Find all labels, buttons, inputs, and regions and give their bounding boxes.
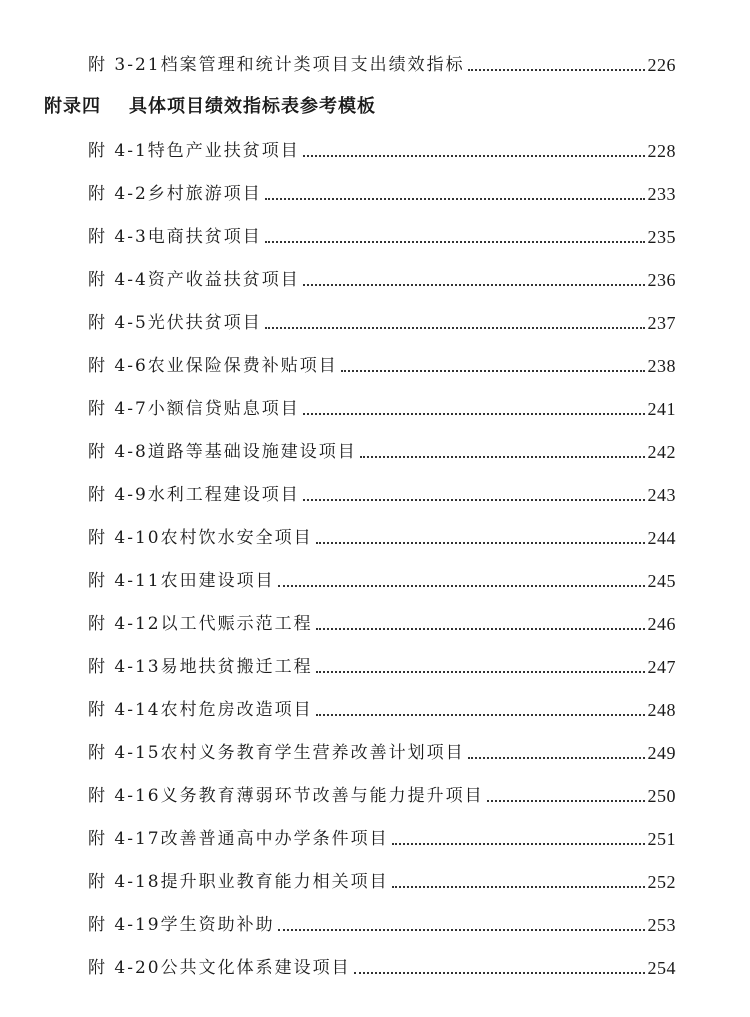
- toc-dot-leader: [354, 972, 645, 974]
- toc-entry[interactable]: [88, 820, 676, 850]
- toc-entry-page: 228: [647, 141, 676, 161]
- toc-entry-page: 242: [647, 442, 676, 462]
- toc-entry-3-21[interactable]: [88, 46, 676, 76]
- toc-dot-leader: [316, 542, 645, 544]
- toc-entry-number: 附 4-2: [88, 184, 148, 204]
- toc-dot-leader: [487, 800, 645, 802]
- toc-entry-title: 以工代赈示范工程: [160, 614, 313, 634]
- toc-entry[interactable]: [88, 218, 676, 248]
- toc-entry-number: 附 4-5: [88, 313, 148, 333]
- toc-entry-number: 附 4-1: [88, 141, 148, 161]
- toc-dot-leader: [265, 241, 645, 243]
- section-heading[interactable]: [44, 88, 376, 118]
- toc-entry-page: 235: [647, 227, 676, 247]
- toc-entry-page: 241: [647, 399, 676, 419]
- toc-entry-title: 学生资助补助: [160, 915, 275, 935]
- toc-dot-leader: [316, 671, 645, 673]
- toc-entry-title: 农村危房改造项目: [160, 700, 313, 720]
- toc-entry-title: 农田建设项目: [160, 571, 275, 591]
- toc-entry-title: 农村饮水安全项目: [160, 528, 313, 548]
- toc-dot-leader: [303, 155, 645, 157]
- toc-entry-number: 附 4-3: [88, 227, 148, 247]
- toc-entry-number: 附 4-16: [88, 786, 161, 806]
- toc-entry-title: 农业保险保费补贴项目: [147, 356, 338, 376]
- toc-entry-number: 附 4-6: [88, 356, 148, 376]
- toc-entry-page: 250: [647, 786, 676, 806]
- toc-entry-number: 附 4-9: [88, 485, 148, 505]
- toc-entry-number: 附 4-7: [88, 399, 148, 419]
- toc-entry-page: 253: [647, 915, 676, 935]
- toc-entry-page: 233: [647, 184, 676, 204]
- toc-dot-leader: [392, 886, 645, 888]
- toc-entry-page: 236: [647, 270, 676, 290]
- toc-dot-leader: [468, 69, 645, 71]
- toc-dot-leader: [303, 499, 645, 501]
- toc-entry[interactable]: [88, 304, 676, 334]
- toc-entry-number: 附 4-13: [88, 657, 161, 677]
- toc-entry[interactable]: [88, 648, 676, 678]
- section-title: 具体项目绩效指标表参考模板: [129, 96, 376, 117]
- toc-entry-title: 义务教育薄弱环节改善与能力提升项目: [160, 786, 484, 806]
- toc-entry[interactable]: [88, 906, 676, 936]
- toc-dot-leader: [278, 585, 645, 587]
- toc-entry-number: 附 4-18: [88, 872, 161, 892]
- toc-entry-number: 附 4-15: [88, 743, 161, 763]
- toc-dot-leader: [392, 843, 645, 845]
- toc-entry[interactable]: [88, 433, 676, 463]
- toc-entry-title: 资产收益扶贫项目: [147, 270, 300, 290]
- toc-entry-page: 249: [647, 743, 676, 763]
- toc-entry[interactable]: [88, 777, 676, 807]
- toc-entry[interactable]: [88, 691, 676, 721]
- toc-entry-number: 附 4-12: [88, 614, 161, 634]
- toc-dot-leader: [468, 757, 645, 759]
- toc-entry[interactable]: [88, 347, 676, 377]
- toc-entry-page: 245: [647, 571, 676, 591]
- toc-entry-page: 237: [647, 313, 676, 333]
- toc-dot-leader: [316, 714, 645, 716]
- toc-entry-title: 特色产业扶贫项目: [147, 141, 300, 161]
- toc-entry[interactable]: [88, 519, 676, 549]
- toc-dot-leader: [303, 284, 645, 286]
- toc-entry-title: 易地扶贫搬迁工程: [160, 657, 313, 677]
- toc-entry[interactable]: [88, 562, 676, 592]
- toc-entry-number: 附 3-21: [88, 55, 161, 75]
- toc-entry-number: 附 4-19: [88, 915, 161, 935]
- toc-entry-page: 254: [647, 958, 676, 978]
- toc-entry-number: 附 4-10: [88, 528, 161, 548]
- toc-dot-leader: [265, 198, 645, 200]
- toc-entry-page: 238: [647, 356, 676, 376]
- toc-entry[interactable]: [88, 863, 676, 893]
- toc-entry[interactable]: [88, 175, 676, 205]
- toc-entry-page: 252: [647, 872, 676, 892]
- toc-entry-title: 乡村旅游项目: [147, 184, 262, 204]
- toc-entry-number: 附 4-11: [88, 571, 161, 591]
- toc-dot-leader: [360, 456, 645, 458]
- toc-entry-page: 243: [647, 485, 676, 505]
- toc-entry-title: 农村义务教育学生营养改善计划项目: [160, 743, 465, 763]
- toc-entry-title: 改善普通高中办学条件项目: [160, 829, 389, 849]
- toc-entry-title: 小额信贷贴息项目: [147, 399, 300, 419]
- toc-entry[interactable]: [88, 132, 676, 162]
- toc-entry-number: 附 4-8: [88, 442, 148, 462]
- toc-entry-number: 附 4-14: [88, 700, 161, 720]
- toc-entry-title: 电商扶贫项目: [147, 227, 262, 247]
- toc-entry-title: 光伏扶贫项目: [147, 313, 262, 333]
- toc-entry-page: 248: [647, 700, 676, 720]
- toc-dot-leader: [278, 929, 645, 931]
- toc-entry-page: 251: [647, 829, 676, 849]
- toc-entry-page: 247: [647, 657, 676, 677]
- toc-entry[interactable]: [88, 605, 676, 635]
- toc-entry[interactable]: [88, 261, 676, 291]
- toc-dot-leader: [316, 628, 645, 630]
- toc-entry-title: 提升职业教育能力相关项目: [160, 872, 389, 892]
- toc-entry[interactable]: [88, 734, 676, 764]
- toc-entry-page: 244: [647, 528, 676, 548]
- toc-entry[interactable]: [88, 476, 676, 506]
- toc-entry-page: 226: [647, 55, 676, 75]
- toc-dot-leader: [265, 327, 645, 329]
- toc-entry-title: 道路等基础设施建设项目: [147, 442, 357, 462]
- toc-entry[interactable]: [88, 949, 676, 979]
- toc-entry-number: 附 4-4: [88, 270, 148, 290]
- toc-dot-leader: [341, 370, 645, 372]
- toc-entry-number: 附 4-17: [88, 829, 161, 849]
- toc-dot-leader: [303, 413, 645, 415]
- toc-entry[interactable]: [88, 390, 676, 420]
- section-label: 附录四: [44, 96, 101, 117]
- toc-entry-title: 档案管理和统计类项目支出绩效指标: [160, 55, 465, 75]
- toc-entry-title: 公共文化体系建设项目: [160, 958, 351, 978]
- toc-entry-title: 水利工程建设项目: [147, 485, 300, 505]
- toc-entry-number: 附 4-20: [88, 958, 161, 978]
- toc-entry-page: 246: [647, 614, 676, 634]
